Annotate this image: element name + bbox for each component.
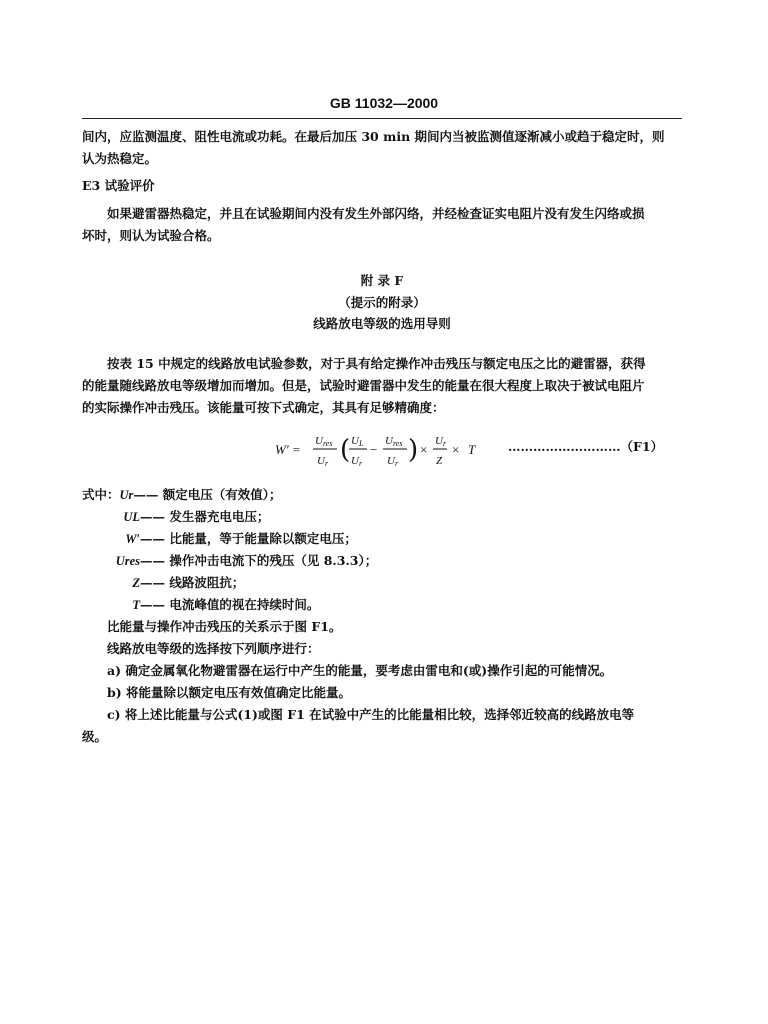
annex-title: 附 录 F <box>360 273 404 288</box>
annex-heading: 线路放电等级的选用导则 <box>313 316 451 331</box>
formula-f1 <box>275 428 495 472</box>
page-header: GB 11032—2000 <box>329 95 439 111</box>
svg-text:Ur: Ur <box>351 455 363 468</box>
where-line-w <box>82 528 682 550</box>
where-lead: 式中： <box>82 487 120 502</box>
where-line-t <box>82 594 682 616</box>
intro-line-1: 按表 15 中规定的线路放电试验参数，对于具有给定操作冲击残压与额定电压之比的避雷器，获得 <box>107 356 646 371</box>
svg-text:Ures: Ures <box>385 435 403 448</box>
tail-line-1: 比能量与操作冲击残压的关系示于图 F1。 <box>107 619 342 634</box>
annex-subtitle: （提示的附录） <box>338 295 426 310</box>
symbol-t: T <box>132 598 140 612</box>
svg-text:W′ =: W′ = <box>275 442 301 457</box>
header-rule <box>82 118 682 119</box>
intro-line-2: 的能量随线路放电等级增加而增加。但是，试验时避雷器中发生的能量在很大程度上取决于被试电阻片 <box>82 378 645 393</box>
svg-text:Ur: Ur <box>387 455 399 468</box>
desc-t: —— 电流峰值的视在持续时间。 <box>140 597 320 612</box>
svg-text:(: ( <box>340 435 351 465</box>
where-line-ur <box>82 484 682 506</box>
desc-ul: —— 发生器充电电压； <box>140 509 270 524</box>
svg-text:Z: Z <box>436 455 443 467</box>
symbol-w: W′ <box>125 532 140 546</box>
svg-text:×: × <box>452 442 460 457</box>
svg-text:T: T <box>468 442 476 457</box>
svg-text:Ur: Ur <box>435 435 447 448</box>
desc-z: —— 线路波阻抗； <box>140 575 245 590</box>
tail-line-2: 线路放电等级的选择按下列顺序进行： <box>107 641 320 656</box>
desc-ur: —— 额定电压（有效值）； <box>133 487 282 502</box>
svg-text:Ures: Ures <box>315 435 333 448</box>
tail-item-c-end: 级。 <box>82 729 108 744</box>
svg-text:Ur: Ur <box>317 455 329 468</box>
symbol-ur: Ur <box>119 488 134 502</box>
section-e3-title: E3 试验评价 <box>82 178 155 193</box>
symbol-ures: Ures <box>115 554 140 568</box>
where-line-z <box>82 572 682 594</box>
desc-ures: —— 操作冲击电流下的残压（见 8.3.3）； <box>140 553 378 568</box>
desc-w: —— 比能量，等于能量除以额定电压； <box>140 531 357 546</box>
tail-item-a: a) 确定金属氧化物避雷器在运行中产生的能量，要考虑由雷电和(或)操作引起的可能情况。 <box>107 663 613 678</box>
tail-item-b: b) 将能量除以额定电压有效值确定比能量。 <box>107 685 352 700</box>
e3-line-1: 如果避雷器热稳定，并且在试验期间内没有发生外部闪络，并经检查证实电阻片没有发生闪络或损 <box>107 206 645 221</box>
continued-paragraph-line-2: 认为热稳定。 <box>82 151 158 166</box>
formula-number: ………………………（F1） <box>508 439 664 454</box>
e3-line-2: 坏时，则认为试验合格。 <box>82 228 220 243</box>
where-line-ures <box>82 550 682 572</box>
svg-text:UL: UL <box>351 435 364 448</box>
intro-line-3: 的实际操作冲击残压。该能量可按下式确定，其具有足够精确度： <box>82 400 445 415</box>
svg-text:): ) <box>408 435 419 465</box>
continued-paragraph-line-1: 间内，应监测温度、阻性电流或功耗。在最后加压 30 min 期间内当被监测值逐渐减小或趋于稳定时，则 <box>82 129 665 144</box>
symbol-ul: UL <box>123 510 140 524</box>
svg-text:−: − <box>370 442 378 457</box>
tail-item-c: c) 将上述比能量与公式(1)或图 F1 在试验中产生的比能量相比较，选择邻近较高的线路放电等 <box>107 707 635 722</box>
svg-text:×: × <box>420 442 428 457</box>
symbol-z: Z <box>132 576 140 590</box>
where-line-ul <box>82 506 682 528</box>
